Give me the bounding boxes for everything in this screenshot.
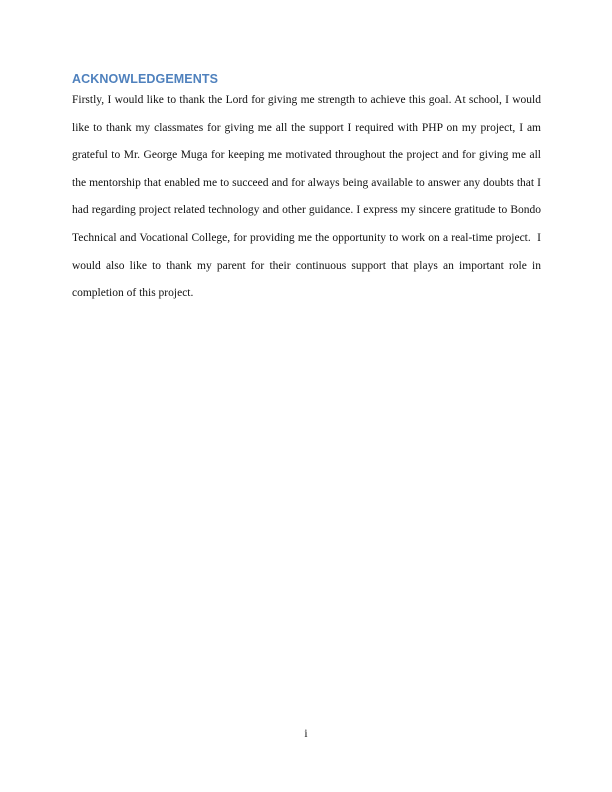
acknowledgement-paragraph: Firstly, I would like to thank the Lord for giving me strength to achieve this goal. At school, I would like to thank my classmates for giving me all the support I required with PHP on my project, I am grateful to Mr. George Muga for keeping me motivated throughout the project and for giving me all the mentorship that enabled me to succeed and for always being available to answer any doubts that I had regarding project related technology and other guidance. I express my sincere gratitude to Bondo Technical and Vocational College, for providing me the opportunity to work on a real-time project. I would also like to thank my parent for their continuous support that plays an important role in completion of this project.	[72, 94, 544, 300]
page-number: i	[304, 728, 308, 740]
section-heading: ACKNOWLEDGEMENTS	[72, 72, 219, 86]
